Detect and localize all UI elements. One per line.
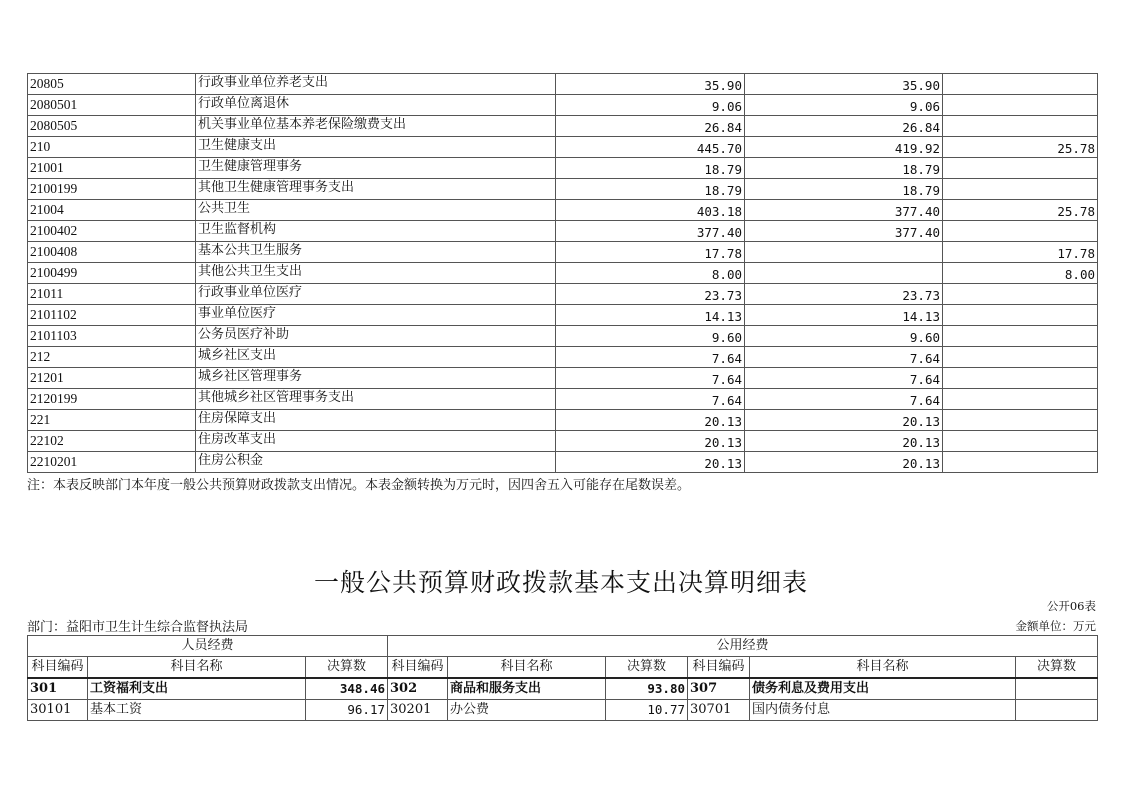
project-expenditure-cell: 25.78 (943, 200, 1098, 221)
basic-expenditure-cell: 377.40 (745, 200, 943, 221)
table-row (28, 678, 1098, 700)
project-expenditure-cell (943, 368, 1098, 389)
subject-name-cell: 机关事业单位基本养老保险缴费支出 (196, 116, 556, 137)
basic-expenditure-cell: 419.92 (745, 137, 943, 158)
table-row (28, 305, 1098, 326)
basic-expenditure-cell: 20.13 (745, 452, 943, 473)
subject-name-cell: 其他卫生健康管理事务支出 (196, 179, 556, 200)
subject-code-cell: 21201 (28, 368, 196, 389)
subject-code-cell: 2100408 (28, 242, 196, 263)
total-amount-cell: 445.70 (556, 137, 745, 158)
col-header-amount: 决算数 (1016, 657, 1098, 679)
project-expenditure-cell (943, 221, 1098, 242)
total-amount-cell: 23.73 (556, 284, 745, 305)
detail-table-body (28, 636, 1098, 721)
subject-code-cell: 210 (28, 137, 196, 158)
subject-code-cell: 2120199 (28, 389, 196, 410)
col-header-name: 科目名称 (88, 657, 306, 679)
subject-name-cell: 城乡社区管理事务 (196, 368, 556, 389)
table-row (28, 242, 1098, 263)
project-expenditure-cell (943, 158, 1098, 179)
group-header-row (28, 636, 1098, 657)
total-amount-cell: 9.06 (556, 95, 745, 116)
form-number: 公开06表 (1046, 599, 1096, 613)
basic-expenditure-cell: 18.79 (745, 179, 943, 200)
col-header-name: 科目名称 (448, 657, 606, 679)
total-amount-cell: 9.60 (556, 326, 745, 347)
expenditure-table (27, 73, 1098, 473)
subject-name-cell: 行政事业单位医疗 (196, 284, 556, 305)
table-row (28, 137, 1098, 158)
basic-expenditure-cell: 20.13 (745, 410, 943, 431)
amount-cell: 348.46 (306, 678, 388, 700)
subject-code-cell: 22102 (28, 431, 196, 452)
total-amount-cell: 18.79 (556, 179, 745, 200)
subject-code-cell: 2100199 (28, 179, 196, 200)
subject-code-cell: 2100402 (28, 221, 196, 242)
subject-code-cell: 307 (688, 678, 750, 700)
subject-name-cell: 卫生健康支出 (196, 137, 556, 158)
basic-expenditure-cell: 9.60 (745, 326, 943, 347)
amount-cell (1016, 678, 1098, 700)
basic-expenditure-cell: 18.79 (745, 158, 943, 179)
subject-name-cell: 卫生健康管理事务 (196, 158, 556, 179)
basic-expenditure-cell: 377.40 (745, 221, 943, 242)
table-row (28, 347, 1098, 368)
total-amount-cell: 8.00 (556, 263, 745, 284)
project-expenditure-cell (943, 452, 1098, 473)
table-row (28, 158, 1098, 179)
project-expenditure-cell: 8.00 (943, 263, 1098, 284)
subject-name-cell: 商品和服务支出 (448, 678, 606, 700)
expenditure-table-body (28, 74, 1098, 473)
subject-code-cell: 21004 (28, 200, 196, 221)
subject-code-cell: 30201 (388, 700, 448, 721)
subject-code-cell: 301 (28, 678, 88, 700)
subject-name-cell: 债务利息及费用支出 (750, 678, 1016, 700)
basic-expenditure-detail-table (27, 635, 1098, 721)
amount-cell: 10.77 (606, 700, 688, 721)
project-expenditure-cell (943, 305, 1098, 326)
col-header-amount: 决算数 (306, 657, 388, 679)
project-expenditure-cell (943, 179, 1098, 200)
project-expenditure-cell (943, 74, 1098, 95)
subject-name-cell: 其他城乡社区管理事务支出 (196, 389, 556, 410)
table-row (28, 410, 1098, 431)
subject-code-cell: 2210201 (28, 452, 196, 473)
total-amount-cell: 17.78 (556, 242, 745, 263)
subject-name-cell: 住房保障支出 (196, 410, 556, 431)
page-title: 一般公共预算财政拨款基本支出决算明细表 (313, 568, 808, 597)
subject-code-cell: 2080505 (28, 116, 196, 137)
total-amount-cell: 403.18 (556, 200, 745, 221)
subject-code-cell: 2101102 (28, 305, 196, 326)
project-expenditure-cell (943, 410, 1098, 431)
subject-name-cell: 事业单位医疗 (196, 305, 556, 326)
subject-name-cell: 卫生监督机构 (196, 221, 556, 242)
table-row (28, 74, 1098, 95)
group-personnel-header: 人员经费 (28, 636, 388, 657)
total-amount-cell: 7.64 (556, 368, 745, 389)
basic-expenditure-cell: 14.13 (745, 305, 943, 326)
subject-code-cell: 21011 (28, 284, 196, 305)
basic-expenditure-cell: 26.84 (745, 116, 943, 137)
col-header-name: 科目名称 (750, 657, 1016, 679)
table-row (28, 389, 1098, 410)
col-header-amount: 决算数 (606, 657, 688, 679)
amount-cell: 93.80 (606, 678, 688, 700)
col-header-code: 科目编码 (688, 657, 750, 679)
subject-name-cell: 住房改革支出 (196, 431, 556, 452)
subject-name-cell: 工资福利支出 (88, 678, 306, 700)
amount-cell: 96.17 (306, 700, 388, 721)
basic-expenditure-cell (745, 263, 943, 284)
total-amount-cell: 7.64 (556, 347, 745, 368)
basic-expenditure-cell: 20.13 (745, 431, 943, 452)
total-amount-cell: 18.79 (556, 158, 745, 179)
subject-code-cell: 2100499 (28, 263, 196, 284)
subject-name-cell: 基本工资 (88, 700, 306, 721)
project-expenditure-cell (943, 389, 1098, 410)
subject-code-cell: 2080501 (28, 95, 196, 116)
project-expenditure-cell (943, 284, 1098, 305)
department-label: 部门：益阳市卫生计生综合监督执法局 (27, 620, 249, 635)
subject-code-cell: 2101103 (28, 326, 196, 347)
table-row (28, 95, 1098, 116)
project-expenditure-cell: 17.78 (943, 242, 1098, 263)
group-public-header: 公用经费 (388, 636, 1098, 657)
total-amount-cell: 20.13 (556, 452, 745, 473)
total-amount-cell: 20.13 (556, 431, 745, 452)
table-row (28, 284, 1098, 305)
subject-name-cell: 城乡社区支出 (196, 347, 556, 368)
project-expenditure-cell (943, 431, 1098, 452)
subject-name-cell: 公务员医疗补助 (196, 326, 556, 347)
table-row (28, 200, 1098, 221)
total-amount-cell: 14.13 (556, 305, 745, 326)
table-row (28, 431, 1098, 452)
basic-expenditure-cell: 7.64 (745, 347, 943, 368)
total-amount-cell: 26.84 (556, 116, 745, 137)
table-row (28, 368, 1098, 389)
subject-name-cell: 基本公共卫生服务 (196, 242, 556, 263)
col-header-code: 科目编码 (388, 657, 448, 679)
subject-code-cell: 30701 (688, 700, 750, 721)
total-amount-cell: 20.13 (556, 410, 745, 431)
amount-cell (1016, 700, 1098, 721)
subject-code-cell: 21001 (28, 158, 196, 179)
subject-code-cell: 302 (388, 678, 448, 700)
basic-expenditure-cell: 7.64 (745, 389, 943, 410)
subject-code-cell: 20805 (28, 74, 196, 95)
basic-expenditure-cell: 35.90 (745, 74, 943, 95)
project-expenditure-cell (943, 326, 1098, 347)
subject-name-cell: 公共卫生 (196, 200, 556, 221)
subject-name-cell: 国内债务付息 (750, 700, 1016, 721)
subject-name-cell: 行政单位离退休 (196, 95, 556, 116)
table-note: 注：本表反映部门本年度一般公共预算财政拨款支出情况。本表金额转换为万元时，因四舍五入可能存在尾数误差。 (27, 478, 691, 493)
table-row (28, 116, 1098, 137)
basic-expenditure-cell: 7.64 (745, 368, 943, 389)
subject-code-cell: 212 (28, 347, 196, 368)
total-amount-cell: 35.90 (556, 74, 745, 95)
table-row (28, 326, 1098, 347)
subject-name-cell: 办公费 (448, 700, 606, 721)
col-header-code: 科目编码 (28, 657, 88, 679)
basic-expenditure-cell: 9.06 (745, 95, 943, 116)
project-expenditure-cell: 25.78 (943, 137, 1098, 158)
column-header-row (28, 657, 1098, 679)
basic-expenditure-cell: 23.73 (745, 284, 943, 305)
basic-expenditure-cell (745, 242, 943, 263)
project-expenditure-cell (943, 347, 1098, 368)
subject-code-cell: 30101 (28, 700, 88, 721)
table-row (28, 221, 1098, 242)
subject-name-cell: 行政事业单位养老支出 (196, 74, 556, 95)
total-amount-cell: 377.40 (556, 221, 745, 242)
amount-unit-label: 金额单位：万元 (1015, 619, 1096, 633)
table-row (28, 452, 1098, 473)
table-row (28, 179, 1098, 200)
table-row (28, 263, 1098, 284)
subject-name-cell: 其他公共卫生支出 (196, 263, 556, 284)
total-amount-cell: 7.64 (556, 389, 745, 410)
project-expenditure-cell (943, 116, 1098, 137)
table-row (28, 700, 1098, 721)
subject-name-cell: 住房公积金 (196, 452, 556, 473)
project-expenditure-cell (943, 95, 1098, 116)
subject-code-cell: 221 (28, 410, 196, 431)
